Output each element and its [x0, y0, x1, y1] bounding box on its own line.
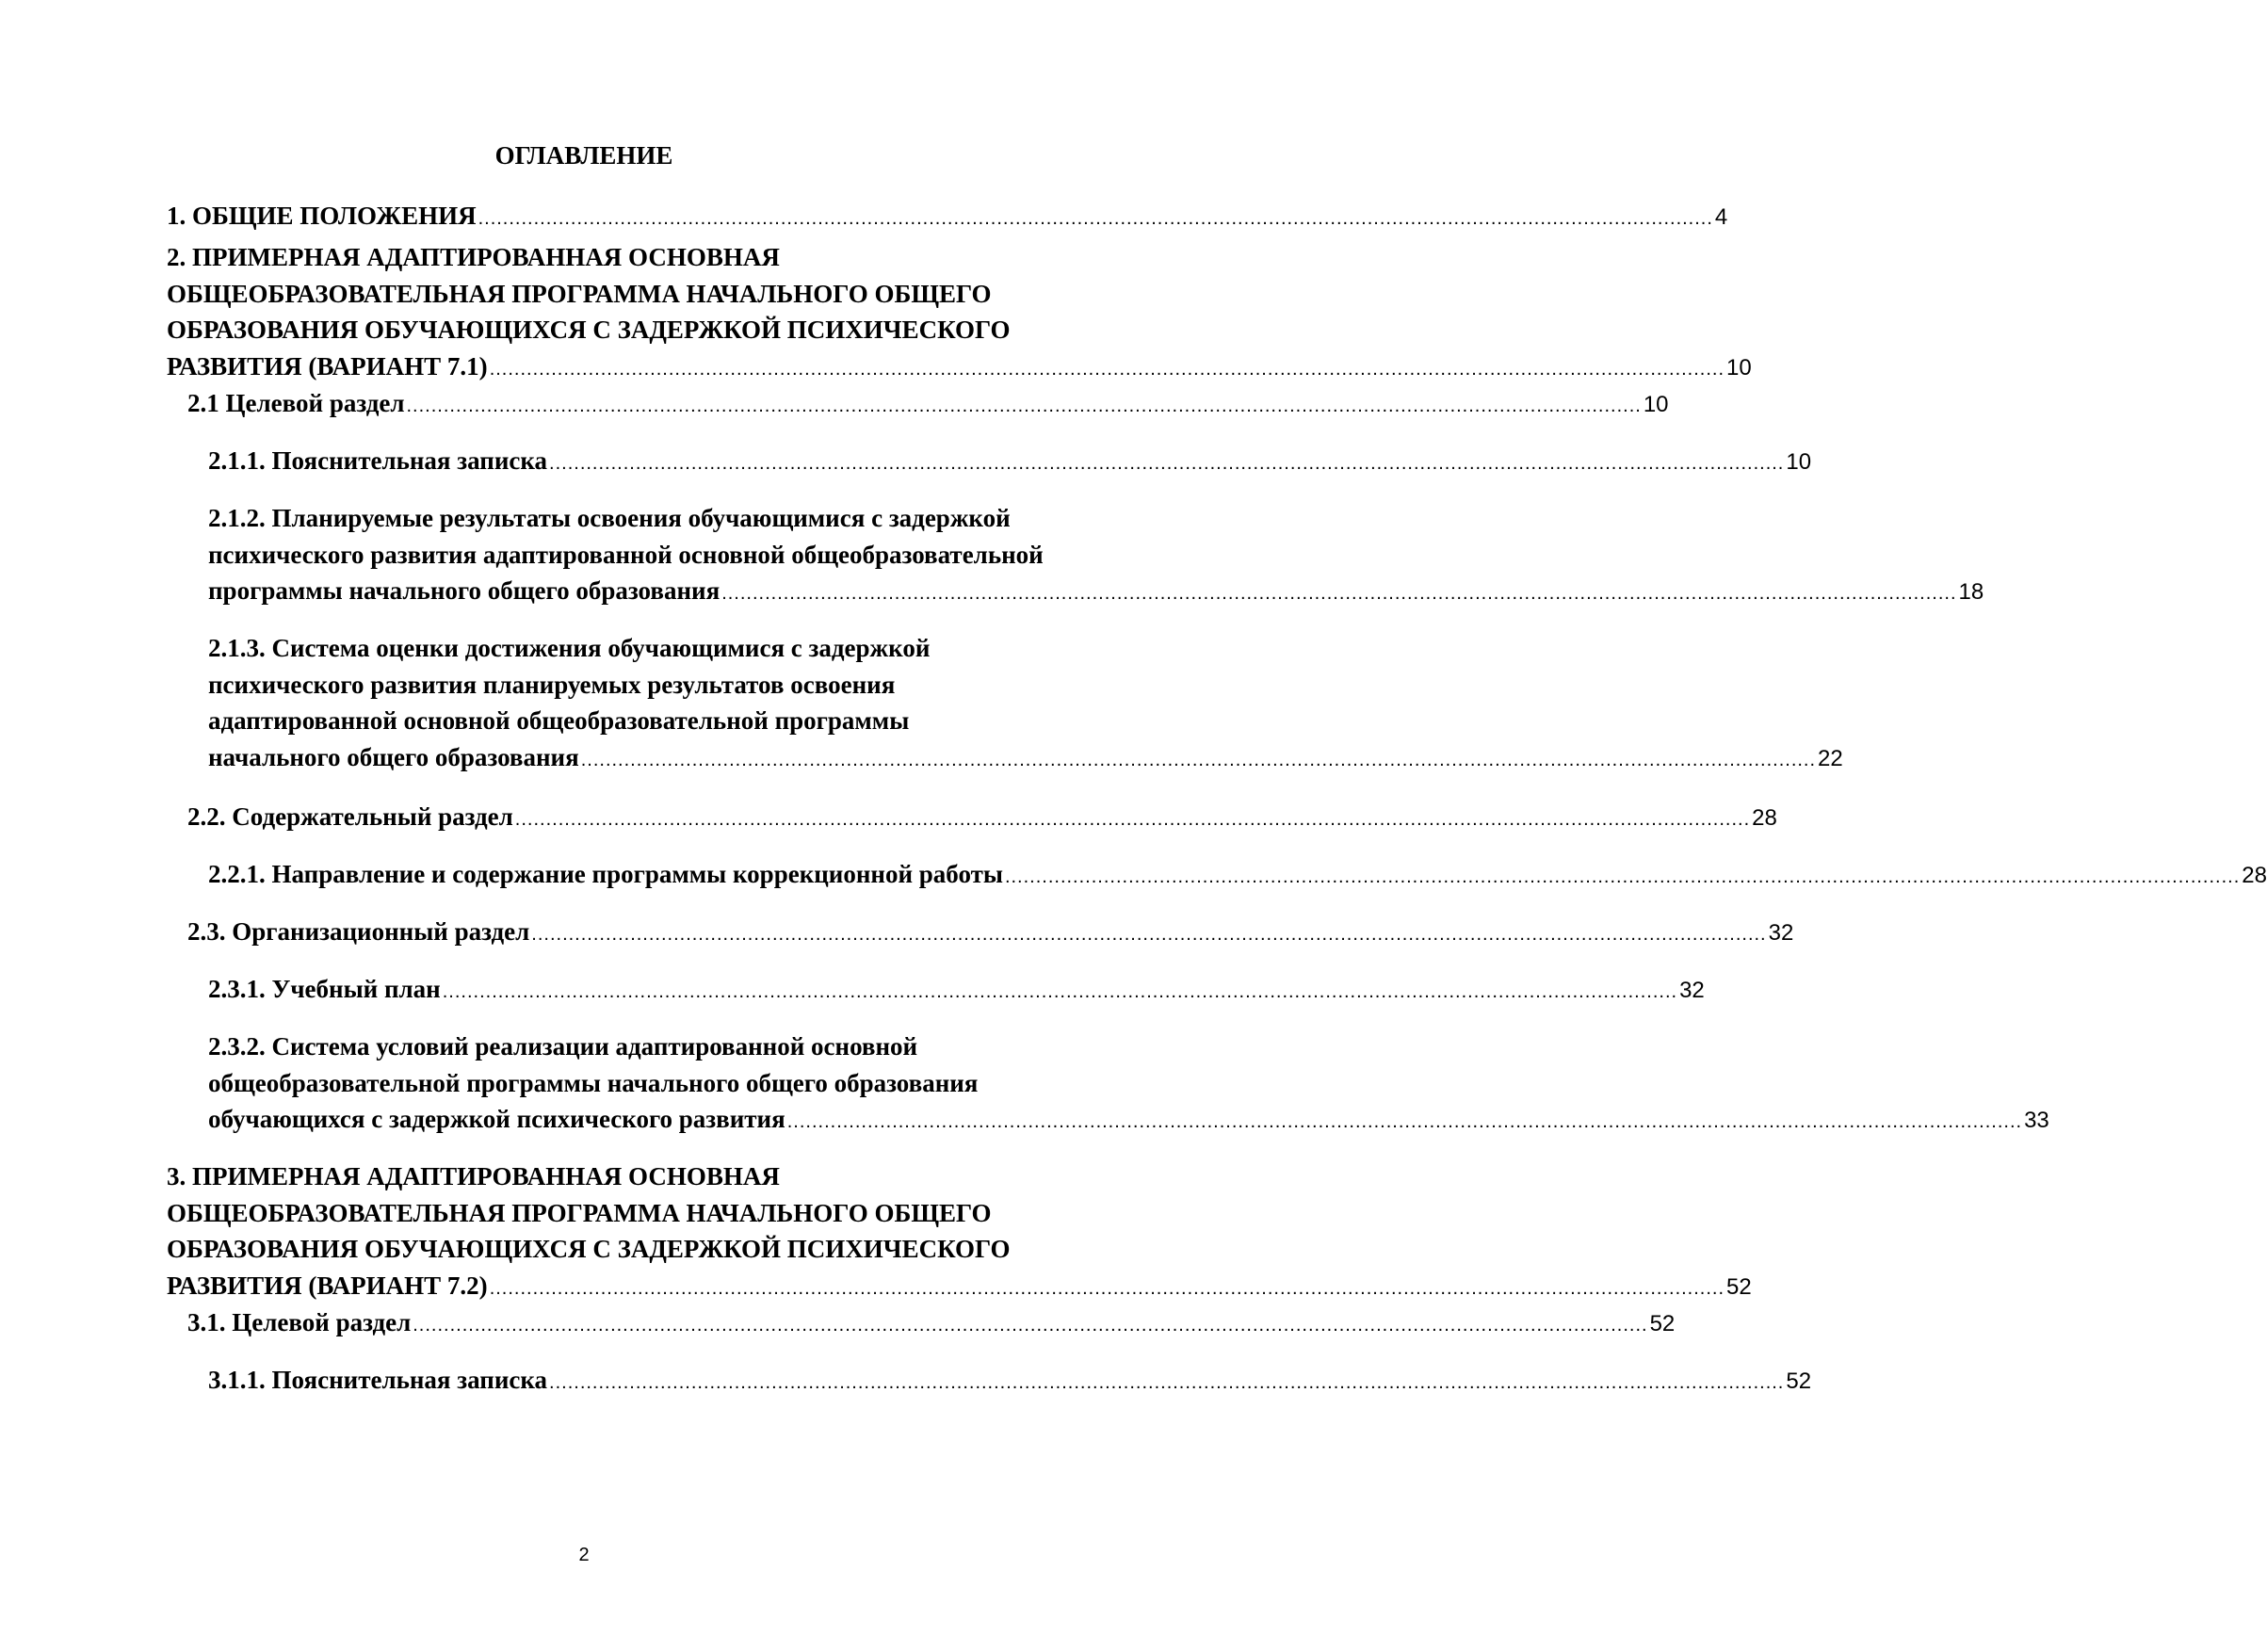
toc-entry-text: 3.1. Целевой раздел	[187, 1308, 412, 1336]
toc-page-number: 52	[1786, 1369, 1812, 1394]
toc-entry-text: 2. ПРИМЕРНАЯ АДАПТИРОВАННАЯ ОСНОВНАЯ	[167, 243, 780, 271]
leader-dots: ........................................................................................................................................................................................................	[549, 453, 1785, 474]
toc-entry-text: 2.3.2. Система условий реализации адаптированной основной	[208, 1032, 918, 1061]
toc-entry-3[interactable]	[167, 1158, 1752, 1306]
toc-entry-1[interactable]	[167, 198, 1728, 237]
toc-entry-text: ОБРАЗОВАНИЯ ОБУЧАЮЩИХСЯ С ЗАДЕРЖКОЙ ПСИХИЧЕСКОГО	[167, 316, 1011, 344]
leader-dots: ........................................................................................................................................................................................................	[489, 358, 1725, 380]
toc-page-number: 4	[1714, 204, 1728, 230]
toc-page-number: 22	[1818, 745, 1843, 771]
toc-entry-text: адаптированной основной общеобразовательной программы	[208, 706, 910, 735]
toc-page-number: 10	[1643, 392, 1669, 417]
toc-entry-text: 2.2. Содержательный раздел	[187, 802, 513, 831]
toc-page-number: 32	[1679, 978, 1705, 1003]
page-title: ОГЛАВЛЕНИЕ	[494, 141, 673, 170]
toc-entry-3-1-1[interactable]	[208, 1362, 1812, 1401]
leader-dots: ........................................................................................................................................................................................................	[580, 749, 1817, 770]
toc-entry-text: программы начального общего образования	[208, 576, 721, 605]
toc-page-number: 32	[1768, 920, 1794, 946]
toc-page-number: 28	[1752, 805, 1777, 831]
toc-entry-text: 2.2.1. Направление и содержание программы коррекционной работы	[208, 860, 1003, 888]
toc-entry-text: 3.1.1. Пояснительная записка	[208, 1366, 548, 1394]
leader-dots: ........................................................................................................................................................................................................	[478, 208, 1713, 229]
toc-entry-2-1-3[interactable]	[208, 630, 1843, 778]
toc-page-number: 52	[1726, 1273, 1752, 1300]
toc-entry-text: начального общего образования	[208, 742, 579, 771]
toc-entry-2-1-2[interactable]	[208, 500, 1984, 612]
leader-dots: ........................................................................................................................................................................................................	[489, 1277, 1725, 1299]
toc-page-number: 10	[1726, 354, 1752, 381]
toc-entry-text: 2.1.1. Пояснительная записка	[208, 446, 548, 475]
leader-dots: ........................................................................................................................................................................................................	[442, 981, 1678, 1002]
leader-dots: ........................................................................................................................................................................................................	[514, 809, 1751, 830]
toc-entry-2-1[interactable]	[187, 385, 1669, 425]
toc-entry-text: психического развития планируемых результатов освоения	[208, 670, 896, 699]
toc-page-number: 28	[2242, 863, 2267, 888]
toc-entry-2-3[interactable]	[187, 914, 1794, 953]
toc-entry-text: ОБРАЗОВАНИЯ ОБУЧАЮЩИХСЯ С ЗАДЕРЖКОЙ ПСИХИЧЕСКОГО	[167, 1235, 1011, 1263]
toc-entry-2-1-1[interactable]	[208, 443, 1812, 482]
toc-page-number: 33	[2024, 1108, 2049, 1133]
toc-entry-text: 1. ОБЩИЕ ПОЛОЖЕНИЯ	[167, 202, 477, 230]
toc-entry-text: 2.1 Целевой раздел	[187, 389, 405, 417]
leader-dots: ........................................................................................................................................................................................................	[531, 924, 1767, 945]
page-number: 2	[578, 1545, 590, 1565]
toc-entry-text: 3. ПРИМЕРНАЯ АДАПТИРОВАННАЯ ОСНОВНАЯ	[167, 1162, 780, 1190]
toc-entry-3-1[interactable]	[187, 1304, 1676, 1344]
toc-entry-2-2-1[interactable]	[208, 856, 2267, 896]
leader-dots: ........................................................................................................................................................................................................	[1004, 866, 2241, 887]
leader-dots: ........................................................................................................................................................................................................	[721, 583, 1957, 604]
toc-entry-2-2[interactable]	[187, 799, 1777, 838]
toc-entry-text: ОБЩЕОБРАЗОВАТЕЛЬНАЯ ПРОГРАММА НАЧАЛЬНОГО ОБЩЕГО	[167, 279, 992, 308]
toc-entry-text: 2.1.2. Планируемые результаты освоения обучающимися с задержкой	[208, 504, 1011, 532]
toc-page-number: 18	[1958, 579, 1984, 605]
toc-entry-text: психического развития адаптированной основной общеобразовательной	[208, 540, 1044, 569]
toc-entry-text: 2.3.1. Учебный план	[208, 975, 441, 1003]
toc-page-number: 10	[1786, 449, 1812, 475]
toc-entry-text: общеобразовательной программы начального общего образования	[208, 1068, 979, 1097]
toc-entry-text: РАЗВИТИЯ (ВАРИАНТ 7.2)	[167, 1271, 488, 1300]
leader-dots: ........................................................................................................................................................................................................	[406, 396, 1642, 416]
toc-entry-2[interactable]	[167, 239, 1752, 387]
leader-dots: ........................................................................................................................................................................................................	[413, 1315, 1648, 1336]
leader-dots: ........................................................................................................................................................................................................	[549, 1372, 1785, 1393]
toc-entry-text: ОБЩЕОБРАЗОВАТЕЛЬНАЯ ПРОГРАММА НАЧАЛЬНОГО ОБЩЕГО	[167, 1198, 992, 1227]
toc-entry-2-3-2[interactable]	[208, 1028, 2049, 1141]
toc-page-number: 52	[1649, 1311, 1676, 1336]
leader-dots: ........................................................................................................................................................................................................	[786, 1111, 2023, 1132]
toc-entry-text: РАЗВИТИЯ (ВАРИАНТ 7.1)	[167, 351, 488, 381]
toc-entry-2-3-1[interactable]	[208, 971, 1705, 1011]
toc-entry-text: 2.1.3. Система оценки достижения обучающимися с задержкой	[208, 634, 931, 662]
toc-entry-text: 2.3. Организационный раздел	[187, 917, 530, 946]
toc-entry-text: обучающихся с задержкой психического развития	[208, 1105, 785, 1133]
